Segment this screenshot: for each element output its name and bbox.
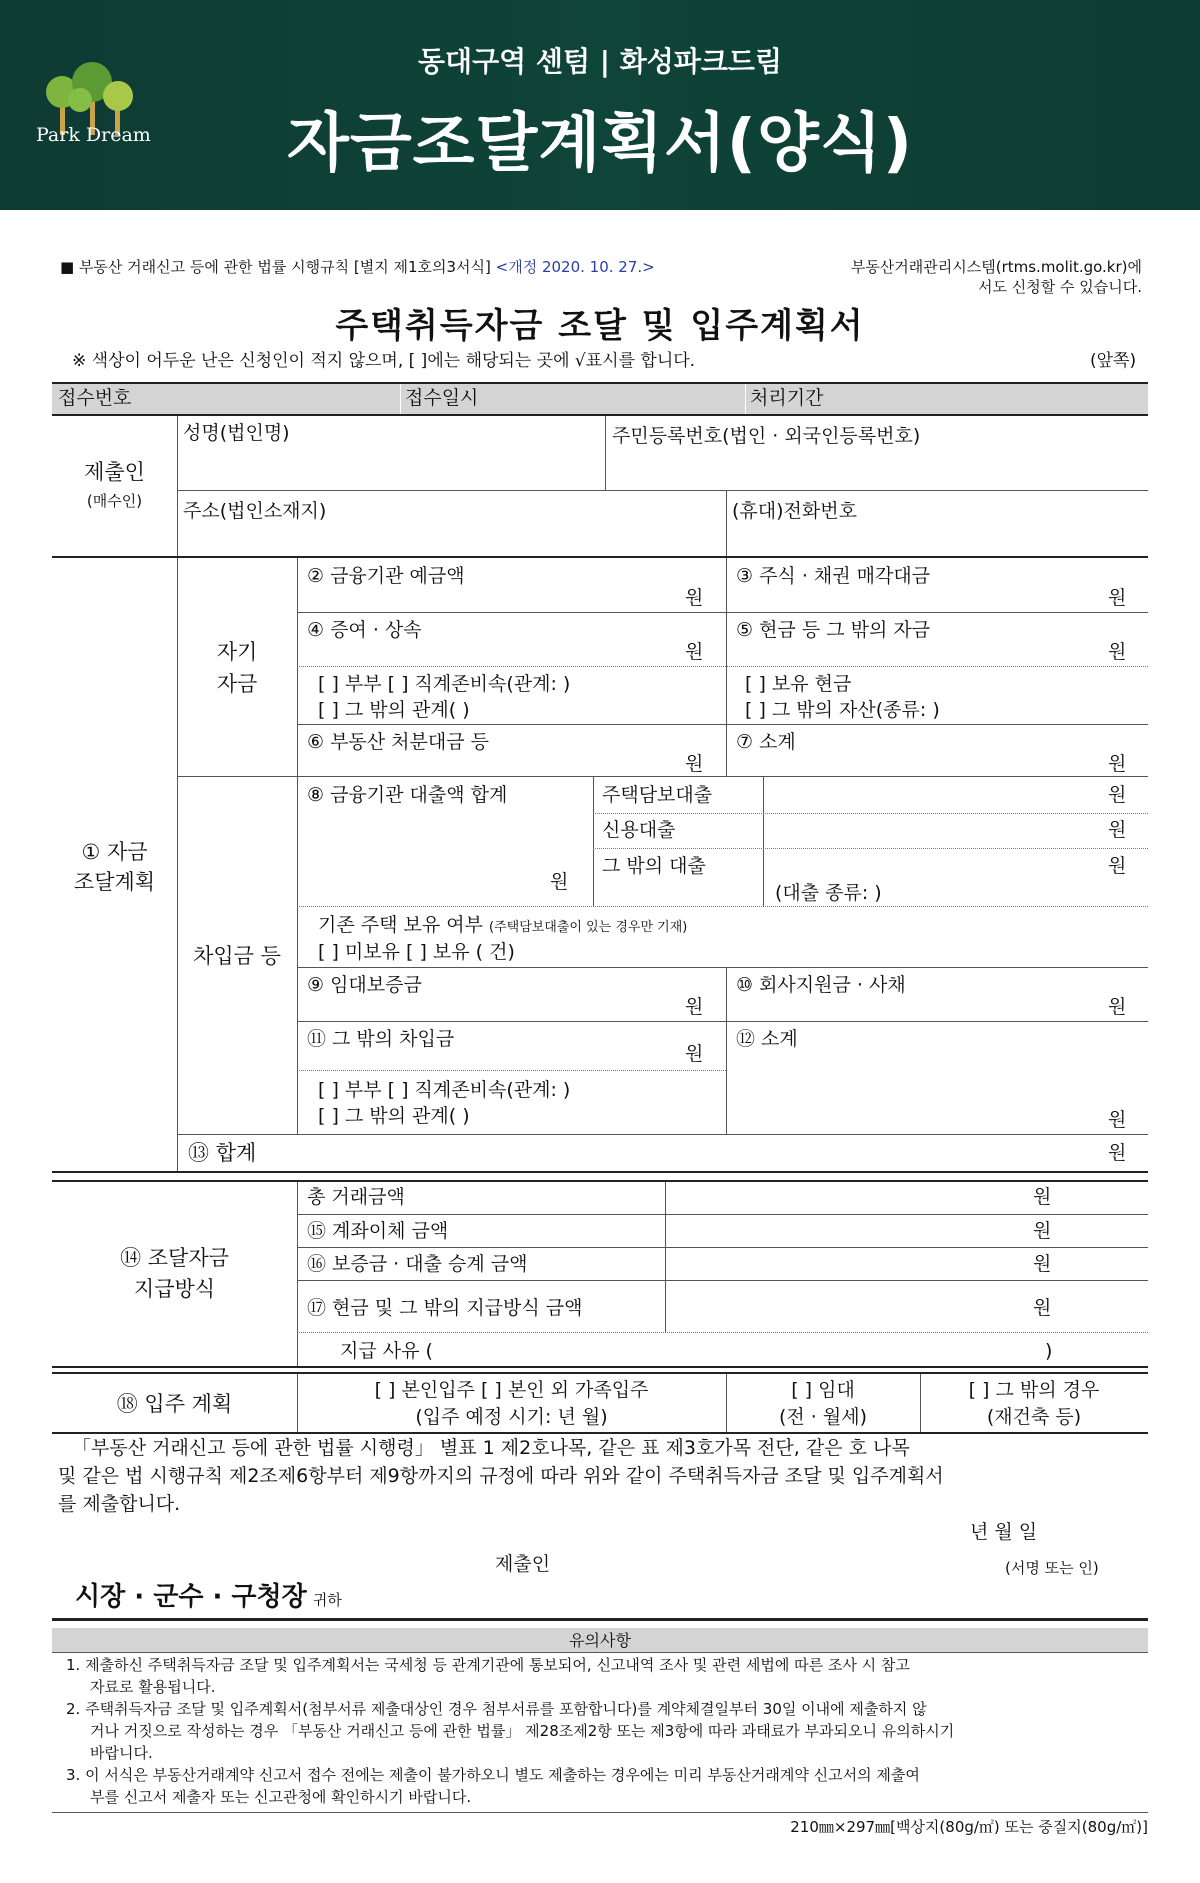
cash-option-1: [ ] 보유 현금 [745, 673, 852, 695]
borrow-relation-line-2: [ ] 그 밖의 관계( ) [318, 1105, 470, 1127]
gift-label: ④ 증여 · 상속 [307, 619, 422, 641]
front-side: (앞쪽) [1090, 351, 1137, 371]
submitter-sublabel: (매수인) [86, 492, 143, 510]
funding-label-1: ① 자금 [81, 840, 148, 864]
revision-text: <개정 2020. 10. 27.> [495, 258, 655, 276]
declaration-line-2: 및 같은 법 시행규칙 제2조제6항부터 제9항까지의 규정에 따라 위와 같이 주택취득자금 조달 및 입주계획서 [58, 1465, 944, 1487]
won-unit: 원 [1108, 641, 1127, 663]
banner-subtitle: 동대구역 센텀 | 화성파크드림 [417, 45, 783, 78]
recipient-suffix: 귀하 [312, 1591, 342, 1609]
other-borrow-label: ⑪ 그 밖의 차입금 [307, 1028, 455, 1050]
won-unit: 원 [1108, 1109, 1127, 1131]
recipient-title: 시장 · 군수 · 구청장 [75, 1582, 307, 1612]
declaration-submitter: 제출인 [495, 1553, 551, 1575]
total-amount-label: 총 거래금액 [307, 1186, 405, 1208]
won-unit: 원 [1108, 819, 1127, 841]
note-2-line-2: 거나 거짓으로 작성하는 경우 「부동산 거래신고 등에 관한 법률」 제28조제2항 또는 제3항에 따라 과태료가 부과되오니 유의하시기 [90, 1722, 955, 1740]
payment-reason-close: ) [1045, 1340, 1053, 1362]
existing-house-note: (주택담보대출이 있는 경우만 기재) [489, 920, 688, 935]
note-2-line-3: 바랍니다. [90, 1744, 153, 1762]
signature-label: (서명 또는 인) [1005, 1559, 1099, 1577]
receipt-date-label: 접수일시 [405, 387, 479, 409]
realestate-label: ⑥ 부동산 처분대금 등 [307, 731, 489, 753]
move-in-lease-type: (전 · 월세) [778, 1406, 867, 1428]
logo-text: Park Dream [36, 124, 151, 146]
own-subtotal-label: ⑦ 소계 [736, 731, 796, 753]
own-relation-line-2: [ ] 그 밖의 관계( ) [318, 699, 470, 721]
own-funds-label-1: 자기 [216, 640, 258, 664]
transfer-amount-label: ⑮ 계좌이체 금액 [307, 1220, 449, 1242]
move-in-expected-date: (입주 예정 시기: 년 월) [415, 1406, 608, 1428]
declaration-line-1: 「부동산 거래신고 등에 관한 법률 시행령」 별표 1 제2호나목, 같은 표 제3호가목 전단, 같은 호 나목 [72, 1437, 910, 1459]
lease-deposit-label: ⑨ 임대보증금 [307, 974, 422, 996]
won-unit: 원 [1108, 753, 1127, 775]
won-unit: 원 [1033, 1297, 1052, 1319]
legal-reference [60, 258, 655, 277]
legal-ref-text: ■ 부동산 거래신고 등에 관한 법률 시행규칙 [별지 제1호의3서식] [60, 258, 491, 276]
header-banner [0, 0, 1200, 210]
won-unit: 원 [1108, 784, 1127, 806]
funding-label-2: 조달계획 [73, 870, 156, 894]
cash-label: ⑤ 현금 등 그 밖의 자금 [736, 619, 931, 641]
move-in-option-lease: [ ] 임대 [791, 1379, 855, 1401]
note-1-line-1: 1. 제출하신 주택취득자금 조달 및 입주계획서는 국세청 등 관계기관에 통보되어, 신고내역 조사 및 관련 세법에 따른 조사 시 참고 [66, 1656, 910, 1674]
id-field-label: 주민등록번호(법인 · 외국인등록번호) [612, 425, 921, 447]
mortgage-loan-label: 주택담보대출 [602, 784, 713, 806]
borrow-relation-line-1: [ ] 부부 [ ] 직계존비속(관계: ) [318, 1079, 571, 1101]
grand-total-label: ⑬ 합계 [188, 1141, 257, 1165]
paper-spec: 210㎜×297㎜[백상지(80g/㎡) 또는 중질지(80g/㎡)] [790, 1818, 1148, 1836]
won-unit: 원 [1108, 996, 1127, 1018]
form-title: 주택취득자금 조달 및 입주계획서 [335, 306, 865, 346]
cash-other-amount-label: ⑰ 현금 및 그 밖의 지급방식 금액 [307, 1297, 583, 1319]
name-field-label: 성명(법인명) [183, 422, 290, 444]
won-unit: 원 [685, 996, 704, 1018]
existing-house-options: [ ] 미보유 [ ] 보유 ( 건) [318, 941, 515, 963]
payment-label-1: ⑭ 조달자금 [120, 1246, 229, 1270]
note-2-line-1: 2. 주택취득자금 조달 및 입주계획서(첨부서류 제출대상인 경우 첨부서류를 포함합니다)를 계약체결일부터 30일 이내에 제출하지 않 [66, 1700, 927, 1718]
notes-title: 유의사항 [569, 1631, 631, 1650]
won-unit: 원 [1108, 855, 1127, 877]
won-unit: 원 [550, 871, 569, 893]
won-unit: 원 [685, 753, 704, 775]
won-unit: 원 [1033, 1220, 1052, 1242]
won-unit: 원 [1033, 1253, 1052, 1275]
submitter-label: 제출인 [84, 460, 145, 484]
payment-label-2: 지급방식 [133, 1277, 216, 1301]
won-unit: 원 [685, 587, 704, 609]
rtms-note-1: 부동산거래관리시스템(rtms.molit.go.kr)에 [850, 258, 1142, 276]
loan-type-field: (대출 종류: ) [775, 882, 882, 904]
assume-amount-label: ⑯ 보증금 · 대출 승계 금액 [307, 1253, 528, 1275]
loan-total-label: ⑧ 금융기관 대출액 합계 [307, 784, 508, 806]
banner-title: 자금조달계획서(양식) [287, 107, 913, 181]
own-relation-line-1: [ ] 부부 [ ] 직계존비속(관계: ) [318, 673, 571, 695]
declaration-line-3: 를 제출합니다. [58, 1493, 181, 1515]
credit-loan-label: 신용대출 [602, 819, 676, 841]
other-loan-label: 그 밖의 대출 [602, 855, 706, 877]
move-in-other-note: (재건축 등) [986, 1406, 1082, 1428]
cash-option-2: [ ] 그 밖의 자산(종류: ) [745, 699, 940, 721]
processing-period-label: 처리기간 [750, 387, 824, 409]
declaration-date: 년 월 일 [970, 1521, 1038, 1543]
note-3-line-1: 3. 이 서식은 부동산거래계약 신고서 접수 전에는 제출이 불가하오니 별도 제출하는 경우에는 미리 부동산거래계약 신고서의 제출여 [66, 1766, 920, 1784]
won-unit: 원 [1108, 1142, 1127, 1164]
borrow-subtotal-label: ⑫ 소계 [736, 1028, 798, 1050]
won-unit: 원 [685, 1043, 704, 1065]
rtms-note-2: 서도 신청할 수 있습니다. [978, 278, 1142, 296]
won-unit: 원 [685, 641, 704, 663]
company-support-label: ⑩ 회사지원금 · 사채 [736, 974, 906, 996]
note-3-line-2: 부를 신고서 제출자 또는 신고관청에 확인하시기 바랍니다. [90, 1788, 472, 1806]
deposit-label: ② 금융기관 예금액 [307, 565, 465, 587]
stock-label: ③ 주식 · 채권 매각대금 [736, 565, 931, 587]
move-in-label: ⑱ 입주 계획 [116, 1392, 233, 1416]
note-1-line-2: 자료로 활용됩니다. [90, 1678, 216, 1696]
receipt-no-label: 접수번호 [58, 387, 132, 409]
address-field-label: 주소(법인소재지) [183, 500, 327, 522]
own-funds-label-2: 자금 [216, 672, 258, 696]
move-in-option-other: [ ] 그 밖의 경우 [968, 1379, 1100, 1401]
receipt-bar [52, 382, 1148, 414]
won-unit: 원 [1108, 587, 1127, 609]
phone-field-label: (휴대)전화번호 [732, 500, 857, 522]
existing-house-label: 기존 주택 보유 여부 [318, 914, 483, 936]
payment-reason-label: 지급 사유 ( [340, 1340, 433, 1362]
borrow-label: 차입금 등 [193, 944, 281, 968]
move-in-option-self: [ ] 본인입주 [ ] 본인 외 가족입주 [374, 1379, 649, 1401]
won-unit: 원 [1033, 1186, 1052, 1208]
instruction: ※ 색상이 어두운 난은 신청인이 적지 않으며, [ ]에는 해당되는 곳에 √표시를 합니다. [72, 351, 696, 371]
